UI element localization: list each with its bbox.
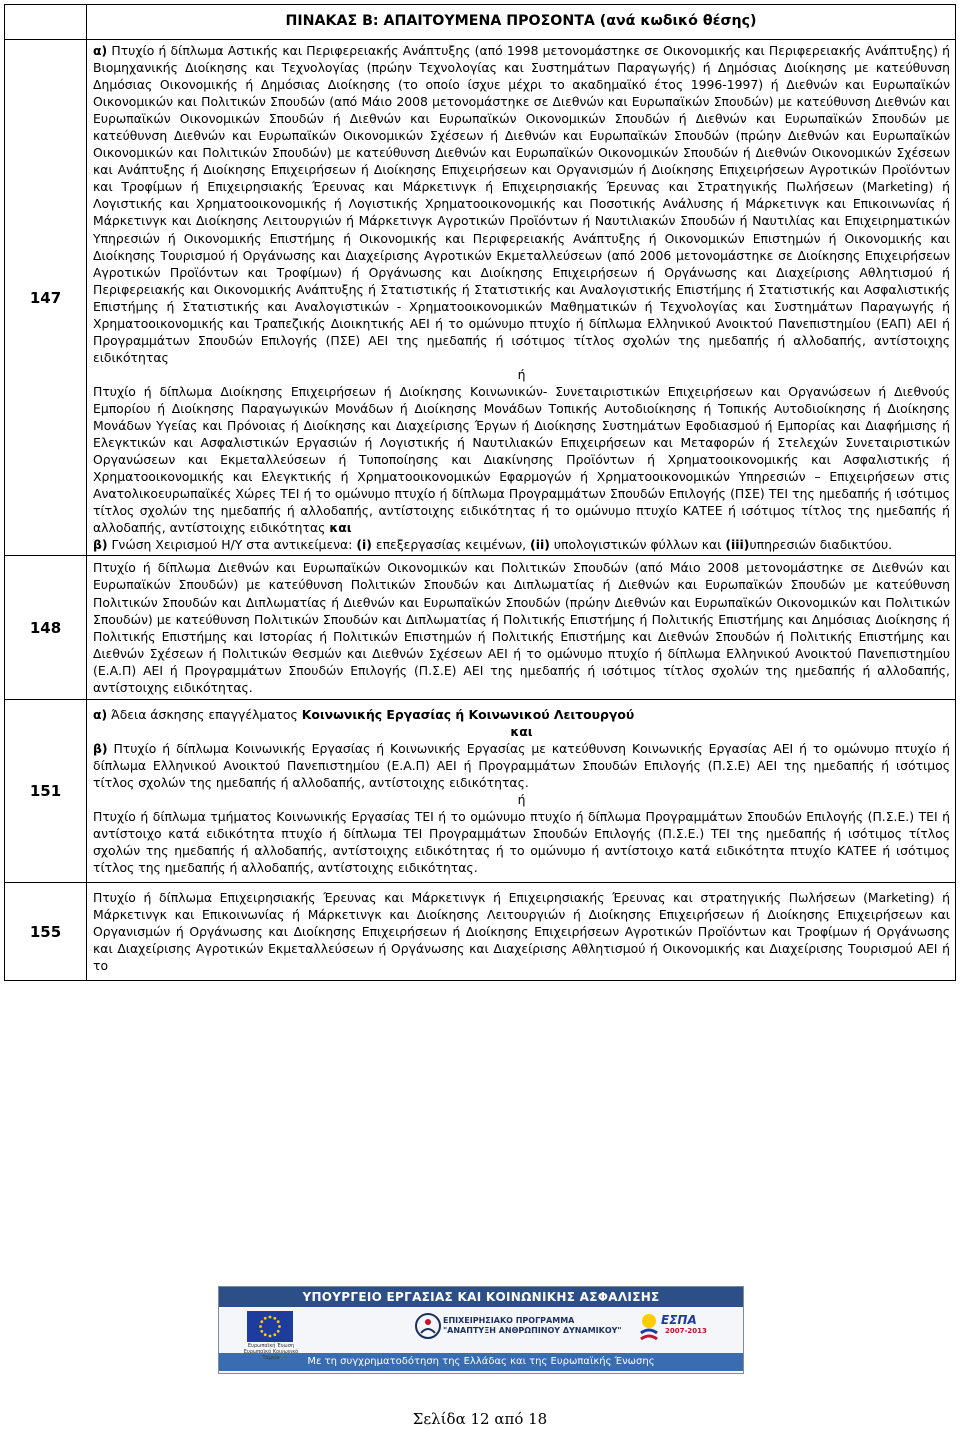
qualification-text	[87, 556, 956, 699]
qualification-text	[87, 699, 956, 882]
paragraph-text: Πτυχίο ή δίπλωμα Διοίκησης Επιχειρήσεων ή Διοίκησης Κοινωνικών- Συνεταιριστικών Επιχειρήσεων και Οργανώσεων ή Διεθνούς Εμπορίου ή Διοίκησης Παραγωγικών Μονάδων ή Διοίκησης Μονάδων Τοπικής Αυτοδιοίκησης ή Τοπικής Αυτοδιοίκησης ή Διοίκησης Μονάδων Υγείας και Πρόνοιας ή Διοίκησης και Διαχείρισης Έργων ή Διοίκησης Συστημάτων Εφοδιασμού ή Εμπορίας και Διαφήμισης ή Ελεγκτικών και Ασφαλιστικών Εργασιών ή Λογιστικής ή Ναυτιλιακών Επιχειρήσεων και Μεταφορών ή Στελεχών Συνεταιριστικών Οργανώσεων και Εκμεταλλεύσεων ή Τυποποίησης και Διακίνησης Προϊόντων ή Χρηματοοικονομικής και Ασφαλιστικής ή Χρηματοοικονομικής και Ελεγκτικής ή Χρηματοοικονομικών Εφαρμογών ή Χρηματοοικονομικών Υπηρεσιών – Επιχειρήσεων στις Ανατολικοευρωπαϊκές Χώρες ΤΕΙ ή το ομώνυμο πτυχίο ή δίπλωμα Προγραμμάτων Σπουδών Επιλογής (ΠΣΕ) ΤΕΙ της ημεδαπής ή ισότιμος τίτλος σχολών της ημεδαπής ή αλλοδαπής, αντίστοιχης ειδικότητας ή το ομώνυμο πτυχίο ΚΑΤΕΕ ή ισότιμος τίτλος της ημεδαπής ή αλλοδαπής, αντίστοιχης ειδικότητας	[93, 383, 950, 536]
item-marker-a: α)	[93, 43, 108, 58]
paragraph-text: Γνώση Χειρισμού Η/Υ στα αντικείμενα:	[111, 537, 353, 553]
paragraph-text: Πτυχίο ή δίπλωμα Κοινωνικής Εργασίας ή Κοινωνικής Εργασίας με κατεύθυνση Κοινωνικής Εργασίας ΑΕΙ ή το ομώνυμο πτυχίο ή δίπλωμα Ελληνικού Ανοικτού Πανεπιστημίου (Ε.Α.Π) ΑΕΙ ή Προγραμμάτων Σπουδών Επιλογής (Π.Σ.Ε) ΑΕΙ της ημεδαπής ή ισότιμος τίτλος σχολών της ημεδαπής ή αλλοδαπής, αντίστοιχης ειδικότητας.	[93, 740, 950, 790]
eu-caption: Ευρωπαϊκή Ένωση Ευρωπαϊκό Κοινωνικό Ταμείο	[243, 1343, 299, 1361]
table-row	[5, 556, 956, 699]
table-title: ΠΙΝΑΚΑΣ Β: ΑΠΑΙΤΟΥΜΕΝΑ ΠΡΟΣΟΝΤΑ (ανά κωδικό θέσης)	[87, 5, 956, 40]
table-header-row	[5, 5, 956, 40]
qualification-paragraph: Πτυχίο ή δίπλωμα Διεθνών και Ευρωπαϊκών Οικονομικών και Πολιτικών Σπουδών (από Μάιο 2008 μετονομάστηκε σε Διεθνών και Ευρωπαϊκών Σπουδών) με κατεύθυνση Πολιτικών Σπουδών και Διπλωματίας ή Διεθνών και Ευρωπαϊκών Σπουδών με κατεύθυνση Πολιτικών Σπουδών και Διπλωματίας ή Διεθνών και Ευρωπαϊκών Σπουδών (πρώην Διεθνών και Ευρωπαϊκών Οικονομικών και Πολιτικών Σπουδών) με κατεύθυνση Πολιτικών Σπουδών και Διπλωματίας ή Πολιτικής Επιστήμης ή Πολιτικής Επιστήμης και Δημόσιας Διοίκησης ή Πολιτικής Επιστήμης και Ιστορίας ή Πολιτικών Επιστημών ή Πολιτικής Επιστήμης και Διεθνών Σπουδών ή Πολιτικής Επιστήμης και Διεθνών Σχέσεων ή Πολιτικών Θεσμών και Διεθνών Σχέσεων ΑΕΙ ή το ομώνυμο πτυχίο ή δίπλωμα Ελληνικού Ανοικτού Πανεπιστημίου (Ε.Α.Π) ΑΕΙ ή Προγραμμάτων Σπουδών Επιλογής (Π.Σ.Ε) ΑΕΙ της ημεδαπής ή ισότιμος τίτλος σχολών της ημεδαπής ή αλλοδαπής, αντίστοιχης ειδικότητας.	[93, 560, 950, 695]
paragraph-text: υπηρεσιών διαδικτύου.	[749, 537, 893, 553]
qualification-paragraph	[93, 740, 950, 791]
program-title-line1: ΕΠΙΧΕΙΡΗΣΙΑΚΟ ΠΡΟΓΡΑΜΜΑ	[443, 1316, 575, 1325]
and-separator: και	[329, 520, 352, 536]
page-number: Σελίδα 12 από 18	[412, 1410, 548, 1428]
eu-flag-icon	[247, 1311, 293, 1342]
paragraph-text: επεξεργασίας κειμένων,	[375, 537, 527, 553]
ministry-title: ΥΠΟΥΡΓΕΙΟ ΕΡΓΑΣΙΑΣ ΚΑΙ ΚΟΙΝΩΝΙΚΗΣ ΑΣΦΑΛΙΣΗΣ	[219, 1287, 743, 1307]
and-label: και	[510, 723, 533, 739]
qualification-paragraph: Πτυχίο ή δίπλωμα Επιχειρησιακής Έρευνας και Μάρκετινγκ ή Επιχειρησιακής Έρευνας και στρατηγικής Πωλήσεων (Marketing) ή Μάρκετινγκ και Επικοινωνίας ή Μάρκετινγκ και Διοίκησης Λειτουργιών ή Διοίκησης Επιχειρήσεων ή Διοίκησης Επιχειρήσεων και Οργανισμών ή Οργάνωσης και Διοίκησης Επιχειρήσεων ή Διοίκησης Επιχειρήσεων Αγροτικών Προϊόντων και Τροφίμων ή Οργάνωσης και Διαχείρισης Αγροτικών Εκμεταλλεύσεων ή Οργάνωσης και Διαχείρισης Αθλητισμού ή Οικονομικής και Διαχείρισης Τουρισμού ΑΕΙ ή το	[93, 890, 950, 974]
logos-strip	[219, 1307, 743, 1361]
paragraph-text: Πτυχίο ή δίπλωμα Αστικής και Περιφερειακής Ανάπτυξης (από 1998 μετονομάστηκε σε Οικονομικής και Περιφερειακής Ανάπτυξης) ή Βιομηχανικής Διοίκησης και Τεχνολογίας (πρώην Τεχνολογίας και Συστημάτων Παραγωγής) ή Δημόσιας Διοίκησης με κατεύθυνση Δημόσιας Οικονομικής ή Δημόσιας Διοίκησης (το οποίο ίσχυε μέχρι το ακαδημαϊκό έτος 1996-1997) ή Διεθνών και Ευρωπαϊκών Οικονομικών και Πολιτικών Σπουδών (από Μάιο 2008 μετονομάστηκε σε Διεθνών και Ευρωπαϊκών Σπουδών) με κατεύθυνση Διεθνών και Ευρωπαϊκών Οικονομικών Σπουδών ή Διεθνών και Ευρωπαϊκών Οικονομικών Σπουδών ή Διεθνών και Ευρωπαϊκών Σπουδών με κατεύθυνση Διεθνών και Ευρωπαϊκών Οικονομικών Σχέσεων ή Διεθνών και Ευρωπαϊκών Σπουδών (πρώην Διεθνών και Ευρωπαϊκών Οικονομικών και Πολιτικών Σπουδών) με κατεύθυνση Διεθνών και Ευρωπαϊκών Οικονομικών Σπουδών ή Διεθνών Οικονομικών Σχέσεων και Ανάπτυξης ή Διοίκησης Επιχειρήσεων ή Διοίκησης Επιχειρήσεων και Οργανισμών ή Διοίκησης Επιχειρήσεων Αγροτικών Προϊόντων και Τροφίμων ή Επιχειρησιακής Έρευνας και Μάρκετινγκ ή Επιχειρησιακής Έρευνας και Στρατηγικής Πωλήσεων (Marketing) ή Λογιστικής και Χρηματοοικονομικής ή Λογιστικής Χρηματοοικονομικής και Ποσοτικής Ανάλυσης ή Μάρκετινγκ και Επικοινωνίας ή Μάρκετινγκ και Διοίκησης Λειτουργιών ή Μάρκετινγκ Αγροτικών Προϊόντων ή Ναυτιλιακών Σπουδών ή Ναυτιλίας και Επιχειρηματικών Υπηρεσιών ή Οικονομικής Επιστήμης ή Οικονομικής και Περιφερειακής Ανάπτυξης ή Οικονομικών Επιστημών ή Οικονομικής και Διοίκησης Τουρισμού ή Οργάνωσης και Διαχείρισης Αγροτικών Εκμεταλλεύσεων (από 2006 μετονομάστηκε σε Διοίκησης Επιχειρήσεων Αγροτικών Προϊόντων και Τροφίμων) ή Οργάνωσης και Διοίκησης Επιχειρήσεων ή Οργάνωσης και Διαχείρισης Αθλητισμού ή Περιφερειακής και Οικονομικής Ανάπτυξης ή Στατιστικής ή Στατιστικής και Αναλογιστικής Επιστήμης ή Στατιστικής και Ασφαλιστικής Επιστήμης ή Στατιστικής και Αναλογιστικών - Χρηματοοικονομικών Μαθηματικών ή Τεχνολογίας και Συστημάτων Παραγωγής ή Χρηματοοικονομικής και Τραπεζικής Διοικητικής ΑΕΙ ή το ομώνυμο πτυχίο ή δίπλωμα Ελληνικού Ανοικτού Πανεπιστημίου (ΕΑΠ) ΑΕΙ ή Προγραμμάτων Σπουδών Επιλογής (ΠΣΕ) ΑΕΙ της ημεδαπής ή ισότιμος τίτλος σχολών της ημεδαπής ή αλλοδαπής, αντίστοιχης ειδικότητας	[93, 43, 950, 365]
item-marker-i: (i)	[356, 537, 372, 553]
requirements-table	[4, 4, 956, 981]
item-marker-b: β)	[93, 740, 108, 756]
position-code: 155	[5, 883, 87, 981]
computer-skills-paragraph	[93, 536, 950, 553]
position-code: 148	[5, 556, 87, 699]
espa-name: ΕΣΠΑ	[661, 1313, 697, 1327]
program-logo-icon	[415, 1313, 441, 1339]
qualification-text	[87, 883, 956, 981]
header-code-cell	[5, 5, 87, 40]
paragraph-text: υπολογιστικών φύλλων και	[553, 537, 722, 553]
qualification-text	[87, 40, 956, 556]
qualification-paragraph	[93, 383, 950, 536]
program-title-line2: "ΑΝΑΠΤΥΞΗ ΑΝΘΡΩΠΙΝΟΥ ΔΥΝΑΜΙΚΟΥ"	[443, 1326, 622, 1335]
qualification-paragraph	[93, 706, 950, 723]
espa-years: 2007-2013	[665, 1327, 707, 1335]
cofunding-line: Με τη συγχρηματοδότηση της Ελλάδας και της Ευρωπαϊκής Ένωσης	[219, 1353, 743, 1371]
position-code: 151	[5, 699, 87, 882]
table-row	[5, 883, 956, 981]
and-separator	[93, 723, 950, 740]
item-marker-iii: (iii)	[725, 537, 750, 553]
position-code: 147	[5, 40, 87, 556]
or-separator: ή	[517, 792, 526, 808]
qualification-paragraph	[93, 42, 950, 366]
or-separator: ή	[517, 366, 526, 382]
item-marker-a: α)	[93, 706, 108, 722]
profession-name: Κοινωνικής Εργασίας ή Κοινωνικού Λειτουργού	[301, 706, 635, 722]
paragraph-text: Άδεια άσκησης επαγγέλματος	[111, 706, 298, 722]
qualification-paragraph: Πτυχίο ή δίπλωμα τμήματος Κοινωνικής Εργασίας ΤΕΙ ή το ομώνυμο πτυχίο ή δίπλωμα Προγραμμάτων Σπουδών Επιλογής (Π.Σ.Ε.) ΤΕΙ ή αντίστοιχο κατά ειδικότητα πτυχίο ή δίπλωμα ΤΕΙ Προγραμμάτων Σπουδών Επιλογής (Π.Σ.Ε.) ΤΕΙ της ημεδαπής ή ισότιμος τίτλος σχολών της ημεδαπής ή αλλοδαπής, αντίστοιχης ειδικότητας ή το ομώνυμο ή αντίστοιχο κατά ειδικότητα πτυχίο ΚΑΤΕΕ ή ισότιμος τίτλος της ημεδαπής ή αλλοδαπής, αντίστοιχης ειδικότητας.	[93, 809, 950, 876]
table-row	[5, 40, 956, 556]
funding-banner	[218, 1286, 744, 1374]
item-marker-b: β)	[93, 537, 108, 553]
item-marker-ii: (ii)	[530, 537, 550, 553]
table-row	[5, 699, 956, 882]
